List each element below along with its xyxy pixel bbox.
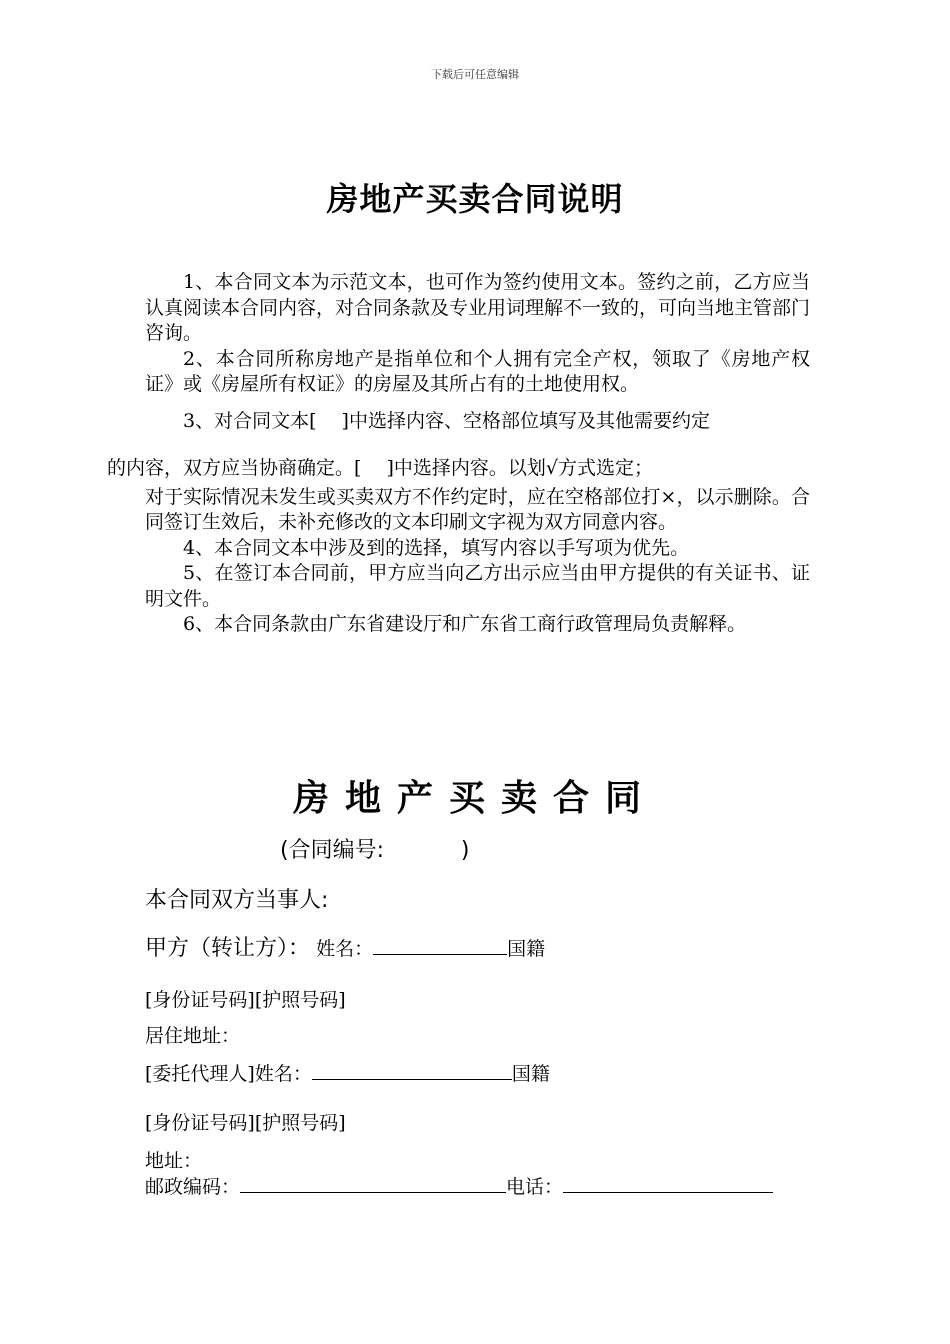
phone-field[interactable]	[563, 1174, 773, 1193]
party-a-name-field[interactable]	[373, 936, 507, 955]
phone-label: 电话：	[506, 1176, 564, 1198]
postal-phone-line	[145, 1172, 773, 1199]
contract-number: (合同编号: )	[280, 838, 470, 863]
explanation-item-6: 6、本合同条款由广东省建设厅和广东省工商行政管理局负责解释。	[183, 613, 747, 635]
parties-title: 本合同双方当事人:	[145, 888, 329, 913]
party-a-line	[145, 931, 545, 962]
contract-title: 房地产买卖合同	[292, 777, 657, 819]
explanation-title: 房地产买卖合同说明	[326, 180, 624, 218]
party-a-id-passport: [身份证号码][护照号码]	[145, 989, 346, 1011]
explanation-body	[107, 270, 811, 638]
explanation-item-1: 1、本合同文本为示范文本，也可作为签约使用文本。签约之前，乙方应当认真阅读本合同内容，对合同条款及专业用词理解不一致的，可向当地主管部门咨询。	[145, 271, 811, 344]
postal-field[interactable]	[240, 1174, 506, 1193]
explanation-item-3-line-2: 的内容，双方应当协商确定。[ ]中选择内容。以划√方式选定；	[107, 456, 653, 479]
postal-label: 邮政编码：	[145, 1176, 241, 1198]
agent-name-label: [委托代理人]姓名：	[145, 1063, 312, 1085]
header-note: 下载后可任意编辑	[431, 68, 519, 81]
explanation-item-3	[107, 408, 810, 481]
agent-line	[145, 1059, 550, 1086]
party-a-label: 甲方（转让方）：	[145, 936, 311, 961]
party-a-name-label: 姓名：	[316, 938, 374, 960]
explanation-item-3-rest: 对于实际情况未发生或买卖双方不作约定时，应在空格部位打×，以示删除。合同签订生效后，未补充修改的文本印刷文字视为双方同意内容。	[145, 485, 810, 533]
explanation-item-3-line-1: 3、对合同文本[ ]中选择内容、空格部位填写及其他需要约定	[183, 409, 710, 432]
explanation-item-5: 5、在签订本合同前，甲方应当向乙方出示应当由甲方提供的有关证书、证明文件。	[145, 562, 810, 610]
agent-name-field[interactable]	[312, 1061, 512, 1080]
party-a-residence-label: 居住地址：	[145, 1025, 241, 1047]
address-label: 地址：	[145, 1150, 203, 1172]
agent-id-passport: [身份证号码][护照号码]	[145, 1112, 346, 1134]
agent-nationality-label: 国籍	[511, 1063, 550, 1085]
party-a-nationality-label: 国籍	[507, 938, 546, 960]
explanation-item-4: 4、本合同文本中涉及到的选择，填写内容以手写项为优先。	[183, 536, 690, 559]
explanation-item-2: 2、本合同所称房地产是指单位和个人拥有完全产权，领取了《房地产权证》或《房屋所有权证》的房屋及其所占有的土地使用权。	[145, 347, 810, 395]
